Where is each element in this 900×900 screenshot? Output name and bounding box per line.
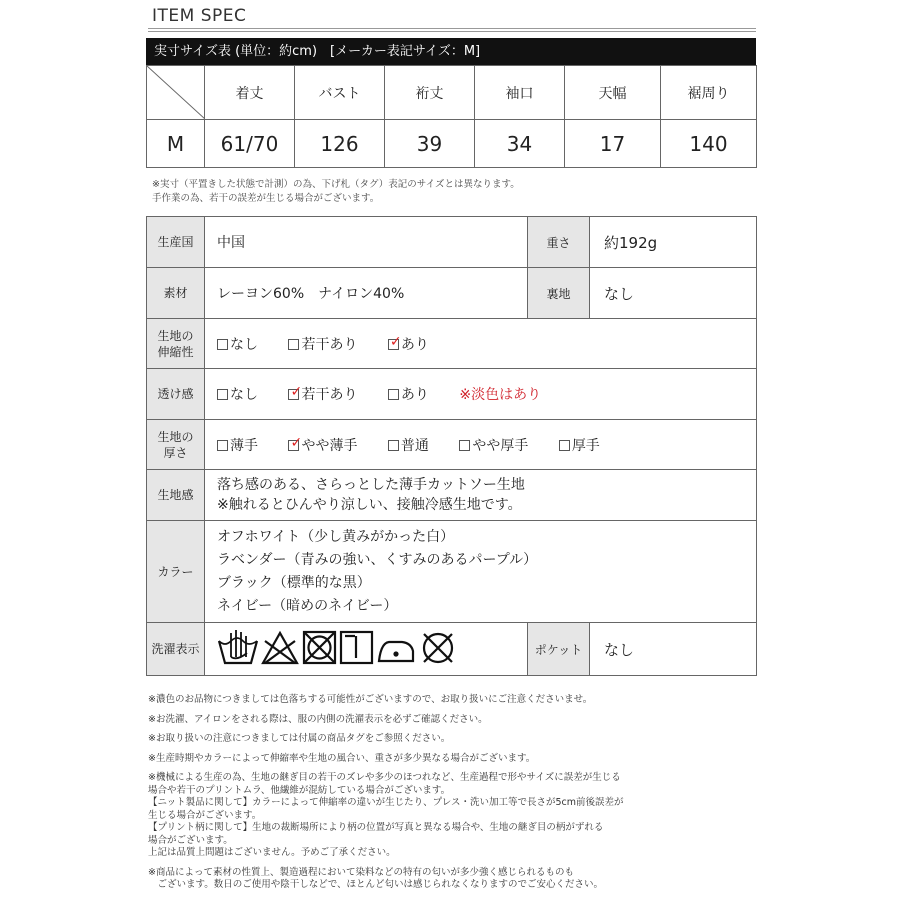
note-block-line: ※機械による生産の為、生地の継ぎ目の若干のズレや多少のほつれなど、生産過程で形やサイズに誤差が生じる <box>148 772 621 783</box>
sheer-option <box>288 384 357 404</box>
option-label: 厚手 <box>571 437 600 454</box>
checkbox-checked <box>388 333 402 350</box>
thickness-label <box>147 420 205 470</box>
thickness-option <box>217 435 258 455</box>
color-line: ラベンダー（青みの強い、くすみのあるパープル） <box>217 551 538 568</box>
thickness-option <box>559 435 600 455</box>
checkbox <box>217 389 228 400</box>
checkbox <box>388 389 399 400</box>
stretch-option <box>217 334 258 354</box>
note-block-line: 場合がございます。 <box>148 834 233 846</box>
column-header: 着丈 <box>205 66 295 120</box>
size-label: M <box>147 120 205 168</box>
feel-line: 落ち感のある、さらっとした薄手カットソー生地 <box>217 477 525 493</box>
sheer-note: ※淡色はあり <box>459 387 542 403</box>
check-icon: ✓ <box>389 333 402 350</box>
checkbox <box>217 440 228 451</box>
checkbox <box>459 440 470 451</box>
size-table-corner <box>147 66 205 120</box>
size-table-heading: 実寸サイズ表 (単位：約cm) [メーカー表記サイズ：M] <box>146 38 756 65</box>
feel-value <box>205 470 757 521</box>
care-symbols <box>217 627 475 667</box>
thickness-option <box>388 435 429 455</box>
stretch-options <box>205 319 757 369</box>
size-value: 140 <box>661 120 757 168</box>
color-line: ブラック（標準的な黒） <box>217 574 371 591</box>
pocket-label: ポケット <box>528 623 590 676</box>
no-tumble-dry-icon <box>304 632 335 663</box>
option-label: あり <box>400 336 429 353</box>
size-note-line: 手作業の為、若干の誤差が生じる場合がございます。 <box>152 193 380 204</box>
spec-table <box>146 216 757 676</box>
thickness-option <box>288 435 357 455</box>
option-label: 薄手 <box>230 437 258 454</box>
stretch-option <box>388 334 429 354</box>
weight-value: 約192g <box>590 217 757 268</box>
title-rule <box>148 28 756 29</box>
column-header: 裄丈 <box>385 66 475 120</box>
note: ※濃色のお品物につきましては色落ちする可能性がございますので、お取り扱いにご注意くださいませ。 <box>148 694 593 705</box>
option-label: なし <box>230 387 258 403</box>
color-label: カラー <box>147 521 205 623</box>
note-last-line: ございます。数日のご使用や陰干しなどで、ほとんど匂いは感じられなくなりますのでご安心ください。 <box>148 879 604 890</box>
note: ※お洗濯、アイロンをされる際は、服の内側の洗濯表示を必ずご確認ください。 <box>148 713 488 725</box>
stretch-label <box>147 319 205 369</box>
note-block-line: 生じる場合がございます。 <box>148 809 262 821</box>
low-iron-icon <box>379 642 413 661</box>
checkbox <box>388 440 399 451</box>
checkbox <box>217 339 228 350</box>
size-note <box>152 178 520 206</box>
sheer-options <box>205 369 757 420</box>
checkbox-checked <box>288 384 303 400</box>
note-block-line: 上記は品質上問題はございません。予めご了承ください。 <box>148 847 396 858</box>
note-last-line: ※商品によって素材の性質上、製造過程において染料などの特有の匂いが多少強く感じられるものも <box>148 866 574 878</box>
option-label: あり <box>400 387 429 403</box>
color-line: ネイビー（暗めのネイビー） <box>217 597 398 614</box>
thickness-options <box>205 420 757 470</box>
check-icon: ✓ <box>290 434 303 451</box>
note: ※生産時期やカラーによって伸縮率や生地の風合い、重さが多少異なる場合がございます。 <box>148 752 536 764</box>
size-value: 39 <box>385 120 475 168</box>
diagonal-line <box>147 66 205 119</box>
column-header: 天幅 <box>565 66 661 120</box>
size-value: 61/70 <box>205 120 295 168</box>
check-icon: ✓ <box>290 384 303 400</box>
pocket-value: なし <box>590 623 757 676</box>
option-label: なし <box>230 336 258 353</box>
lining-value: なし <box>590 268 757 319</box>
stretch-label-line: 生地の <box>157 328 194 343</box>
size-value: 17 <box>565 120 661 168</box>
column-header: バスト <box>295 66 385 120</box>
column-header: 袖口 <box>475 66 565 120</box>
color-line: オフホワイト（少し黄みがかった白） <box>217 528 455 545</box>
material-label: 素材 <box>147 268 205 319</box>
weight-label: 重さ <box>528 217 590 268</box>
sheer-label: 透け感 <box>147 369 205 420</box>
feel-label: 生地感 <box>147 470 205 521</box>
note: ※お取り扱いの注意につきましては付属の商品タグをご参照ください。 <box>148 733 451 744</box>
option-label: 普通 <box>400 437 429 454</box>
stretch-label-line: 伸縮性 <box>157 344 194 359</box>
care-label: 洗濯表示 <box>147 623 205 676</box>
note-block-line: 【プリント柄に関して】生地の裁断場所により柄の位置が写真と異なる場合や、生地の継ぎ目の柄がずれる <box>148 822 604 833</box>
section-title: ITEM SPEC <box>152 6 247 26</box>
checkbox-checked <box>288 434 303 451</box>
checkbox <box>288 339 299 350</box>
size-value: 126 <box>295 120 385 168</box>
note-block-line: 【ニット製品に関して】カラーによって伸縮率の違いが生じたり、プレス・洗い加工等で長さが5cm前後誤差が <box>148 797 624 808</box>
color-value <box>205 521 757 623</box>
feel-line: ※触れるとひんやり涼しい、接触冷感生地です。 <box>217 497 522 513</box>
no-dry-clean-icon <box>424 634 452 662</box>
note-block-line: 場合や若干のプリントムラ、他繊維が混紡している場合がございます。 <box>148 784 451 796</box>
checkbox <box>559 440 570 451</box>
thickness-label-line: 厚さ <box>163 445 188 460</box>
notes <box>148 694 756 892</box>
line-dry-icon <box>341 632 372 663</box>
option-label: 若干あり <box>301 336 358 353</box>
option-label: やや薄手 <box>301 437 358 454</box>
stretch-option <box>288 334 357 354</box>
column-header: 裾周り <box>661 66 757 120</box>
material-value: レーヨン60% ナイロン40% <box>205 268 528 319</box>
thickness-option <box>459 435 528 455</box>
hand-wash-icon <box>219 630 257 663</box>
no-bleach-icon <box>263 633 297 663</box>
size-value: 34 <box>475 120 565 168</box>
option-label: やや厚手 <box>472 437 529 454</box>
thickness-label-line: 生地の <box>157 429 194 444</box>
care-icons <box>205 623 528 676</box>
lining-label: 裏地 <box>528 268 590 319</box>
sheer-option <box>217 384 258 404</box>
sheer-option <box>388 384 429 404</box>
origin-label: 生産国 <box>147 217 205 268</box>
size-table <box>146 65 757 168</box>
option-label: 若干あり <box>301 387 358 403</box>
origin-value: 中国 <box>205 217 528 268</box>
title-rule <box>148 31 756 32</box>
size-note-line: ※実寸（平置きした状態で計測）の為、下げ札（タグ）表記のサイズとは異なります。 <box>152 179 520 190</box>
